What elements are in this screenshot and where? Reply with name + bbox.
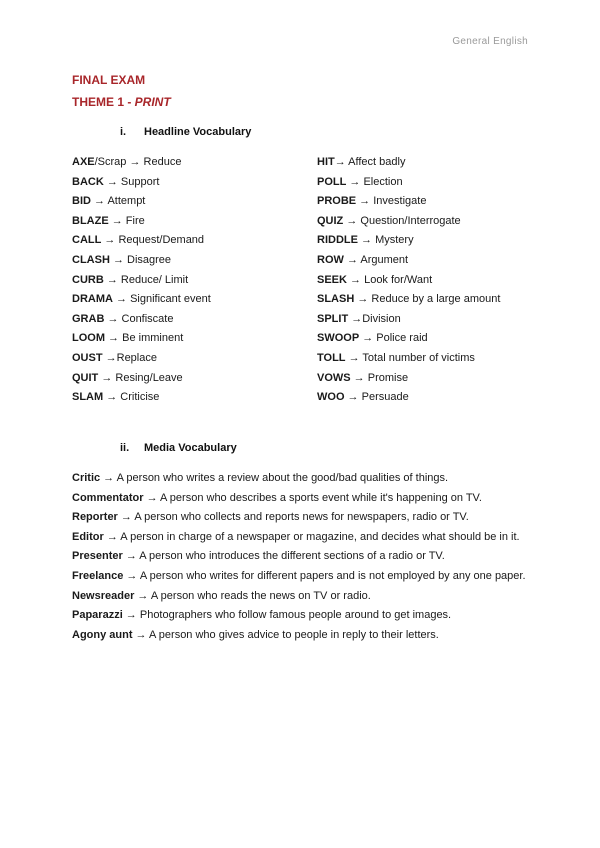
vocab-term: BLAZE [72,214,109,227]
vocab-definition: → Request/Demand [101,234,205,247]
vocab-term: SLAM [72,391,104,404]
vocab-term: QUIT [72,371,99,384]
vocab-term: ROW [317,253,344,266]
vocab-term: AXE [72,156,95,168]
section-media-heading [120,442,237,454]
vocab-definition: → A person who writes for different papers and is not employed by any one paper. [123,569,526,582]
vocab-definition: → A person who collects and reports news for newspapers, radio or TV. [117,511,469,524]
vocab-term: CURB [72,273,104,286]
vocab-definition: → Argument [343,253,409,266]
vocab-term: Freelance [72,569,124,582]
vocab-definition: →Division [348,312,401,325]
vocab-definition: → Attempt [90,195,146,208]
section-title: Headline Vocabulary [144,126,252,138]
vocab-term: VOWS [317,371,351,384]
vocab-term: Critic [72,472,101,484]
vocab-definition: → Election [346,175,403,188]
headline-vocab-item [72,329,302,349]
vocab-definition: /Scrap → Reduce [94,156,182,168]
headline-vocab-item [72,290,302,310]
vocab-term: QUIZ [317,214,344,227]
vocab-term: SWOOP [317,332,360,345]
vocab-definition: → Significant event [112,293,211,306]
section-title: Media Vocabulary [144,442,237,454]
headline-vocab-item [317,329,547,349]
headline-vocab-item [317,173,547,193]
exam-title: FINAL EXAM [72,73,146,87]
vocab-term: TOLL [317,351,346,364]
headline-vocab-item [72,349,302,369]
vocab-definition: → Reduce by a large amount [354,293,501,306]
page-header-course: General English [452,36,528,47]
vocab-definition: → Photographers who follow famous people around to get images. [122,609,452,622]
media-vocab-item [72,489,528,509]
vocab-definition: → A person who introduces the different sections of a radio or TV. [122,550,445,563]
vocab-term: Newsreader [72,589,135,602]
vocab-term: Reporter [72,511,118,524]
vocab-definition: → A person who gives advice to people in reply to their letters. [132,628,439,641]
vocab-definition: → Total number of victims [345,351,475,364]
headline-vocab-right-column [317,153,547,408]
headline-vocab-item [317,251,547,271]
vocab-definition: → Be imminent [105,332,184,345]
vocab-definition: → A person in charge of a newspaper or magazine, and decides what should be in it. [103,530,520,543]
vocab-definition: → Investigate [356,195,427,208]
vocab-term: GRAB [72,312,105,325]
vocab-term: POLL [317,175,347,188]
vocab-definition: → Affect badly [334,156,406,168]
headline-vocab-item [72,192,302,212]
vocab-term: CLASH [72,253,110,266]
vocab-term: Editor [72,530,104,543]
vocab-definition: → Mystery [357,234,414,247]
headline-vocab-item [317,310,547,330]
media-vocab-item [72,626,528,646]
headline-vocab-item [317,369,547,389]
media-vocab-item [72,587,528,607]
theme-name: PRINT [134,95,171,109]
vocab-definition: → Disagree [109,253,172,266]
vocab-definition: → Persuade [344,391,409,404]
media-vocab-item [72,567,528,587]
headline-vocab-left-column [72,153,302,408]
section-number: ii. [120,442,130,454]
vocab-definition: → Police raid [359,332,428,345]
vocab-term: DRAMA [72,293,113,306]
media-vocab-item [72,469,528,489]
media-vocab-list [72,469,528,645]
vocab-term: BACK [72,175,104,188]
vocab-term: SLASH [317,293,355,306]
vocab-term: PROBE [317,195,357,208]
headline-vocab-item [317,349,547,369]
vocab-term: Presenter [72,550,123,563]
vocab-term: SEEK [317,273,347,286]
headline-vocab-item [72,231,302,251]
vocab-definition: → A person who reads the news on TV or radio. [134,589,371,602]
section-headline-heading [120,126,251,138]
headline-vocab-item [317,212,547,232]
vocab-definition: → Support [103,175,160,188]
section-number: i. [120,126,127,138]
vocab-term: HIT [317,156,335,168]
headline-vocab-item [72,251,302,271]
vocab-definition: → Criticise [103,391,160,404]
headline-vocab-item [72,369,302,389]
theme-title [72,95,171,109]
headline-vocab-item [72,173,302,193]
media-vocab-item [72,508,528,528]
headline-vocab-item [317,271,547,291]
vocab-term: SPLIT [317,312,349,325]
vocab-definition: → Confiscate [104,312,174,325]
media-vocab-item [72,547,528,567]
theme-prefix: THEME 1 - [72,95,135,109]
vocab-term: BID [72,195,91,208]
vocab-term: Agony aunt [72,628,133,641]
media-vocab-item [72,528,528,548]
vocab-term: Paparazzi [72,609,123,622]
vocab-definition: → Look for/Want [346,273,433,286]
vocab-term: WOO [317,391,345,404]
headline-vocab-item [317,290,547,310]
headline-vocab-item [317,388,547,408]
headline-vocab-item [72,212,302,232]
vocab-term: LOOM [72,332,105,345]
vocab-term: OUST [72,351,103,364]
headline-vocab-item [72,310,302,330]
vocab-term: RIDDLE [317,234,358,247]
headline-vocab-item [72,388,302,408]
headline-vocab-item [72,271,302,291]
headline-vocab-item [317,231,547,251]
vocab-definition: → Promise [350,371,409,384]
vocab-definition: → Fire [108,214,145,227]
vocab-definition: →Replace [102,351,157,364]
headline-vocab-item [317,153,547,173]
vocab-definition: → Question/Interrogate [343,214,461,227]
vocab-definition: → Reduce/ Limit [103,273,189,286]
vocab-definition: → Resing/Leave [98,371,183,384]
vocab-definition: → A person who describes a sports event while it's happening on TV. [143,491,482,504]
vocab-term: CALL [72,234,102,247]
headline-vocab-item [72,153,302,173]
headline-vocab-item [317,192,547,212]
media-vocab-item [72,606,528,626]
vocab-term: Commentator [72,491,144,504]
vocab-definition: → A person who writes a review about the good/bad qualities of things. [100,472,449,484]
